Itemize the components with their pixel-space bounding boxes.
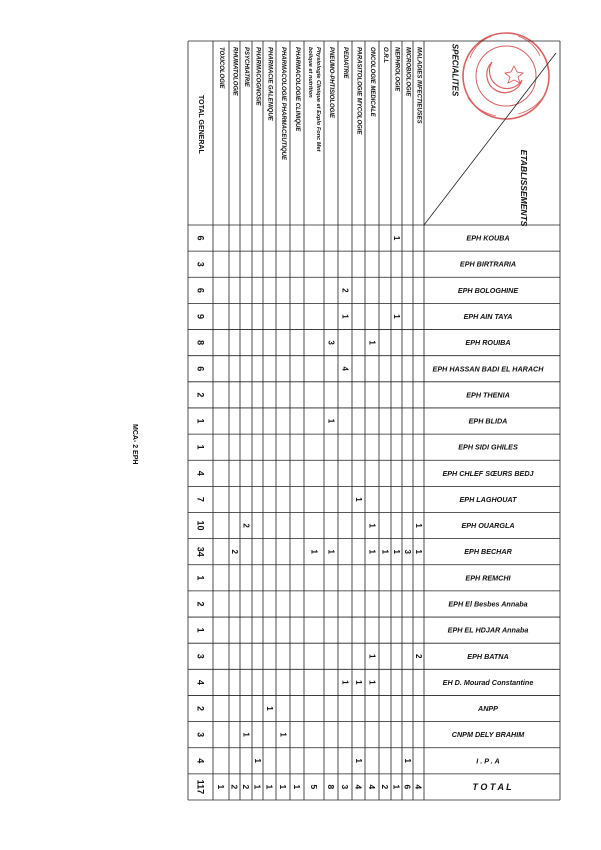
table-text (196, 44, 545, 794)
table-cell: 1 (367, 523, 377, 528)
specialty-label: ONCOLOGIE MEDICALE (369, 47, 375, 117)
table-cell: 1 (403, 758, 412, 764)
table-cell: 1 (354, 497, 363, 502)
specialty-label: bolique et nutrition (307, 47, 313, 98)
establishment-label: EPH CHLEF SŒURS BEDJ (442, 468, 534, 478)
header-diagonal (424, 53, 556, 225)
establishment-total: 2 (195, 392, 206, 398)
establishment-total: 34 (195, 546, 206, 557)
specialty-label: TOXICOLOGIE (218, 47, 224, 89)
establishment-total: 6 (195, 235, 206, 241)
establishment-total: 1 (195, 418, 206, 424)
establishment-label: EPH AIN TAYA (463, 311, 513, 321)
establishment-label: EPH BLIDA (468, 416, 508, 426)
establishment-label: EPH REMCHI (465, 573, 511, 583)
specialty-total: 2 (380, 784, 390, 790)
table-cell: 2 (414, 654, 423, 659)
table-cell: 1 (367, 549, 377, 554)
establishment-total: 4 (195, 679, 206, 685)
table-cell: 1 (414, 549, 423, 554)
establishment-label: I . P . A (476, 756, 500, 766)
establishment-total: 2 (195, 706, 206, 712)
establishment-total: 8 (195, 340, 206, 346)
establishment-label: EPH ROUIBA (465, 338, 511, 348)
establishment-label: EH D. Mourad Constantine (442, 677, 534, 687)
specialty-total: 4 (353, 784, 364, 790)
establishment-total: 1 (195, 627, 206, 633)
table-cell: 1 (367, 340, 377, 345)
total-row-label: T O T A L (472, 781, 512, 792)
establishment-label: EPH BIRTRARIA (459, 259, 517, 269)
specialty-total: 6 (402, 784, 413, 790)
establishment-total: 3 (195, 732, 206, 738)
table-cell: 1 (392, 235, 401, 241)
establishment-total: 2 (195, 601, 206, 607)
establishment-total: 4 (195, 758, 206, 764)
specialty-label: NEPHROLOGIE (393, 47, 400, 92)
specialty-total: 5 (309, 784, 319, 790)
establishment-label: EPH BECHAR (464, 547, 512, 557)
specialty-total: 4 (413, 784, 424, 790)
specialty-total: 3 (340, 784, 350, 790)
specialty-total: 2 (229, 784, 240, 790)
table-cell: 1 (265, 706, 274, 711)
specialty-total: 1 (252, 784, 263, 790)
table-cell: 1 (278, 732, 288, 737)
specialty-total: 1 (278, 784, 288, 790)
specialty-label: PHARMACIE GALENIQUE (266, 47, 273, 121)
specialty-total: 1 (391, 784, 402, 790)
table-cell: 1 (414, 523, 423, 528)
official-stamp (463, 33, 549, 119)
establishment-total: 3 (195, 653, 206, 659)
table-cell: 2 (340, 288, 350, 293)
specialty-label: MALADIES INFECTIEUSES (415, 47, 422, 124)
specialty-total: 8 (326, 784, 336, 790)
table-cell: 1 (380, 549, 390, 554)
page-caption: MCA- 2 EPH (131, 424, 138, 465)
specialty-total: 1 (292, 784, 302, 790)
specialty-label: MICROBIOLOGIE (404, 47, 411, 97)
specialty-total: 4 (367, 784, 377, 790)
establishment-label: CNPM DELY BRAHIM (451, 730, 525, 740)
specialty-total: 1 (264, 784, 275, 790)
table-cell: 1 (367, 680, 377, 685)
establishment-label: EPH THENIA (466, 390, 510, 400)
table-cell: 1 (340, 314, 350, 319)
establishment-label: ANPP (478, 704, 498, 714)
table-cell: 1 (326, 418, 336, 424)
table-cell: 1 (326, 549, 336, 554)
specialty-total: 2 (241, 784, 251, 790)
table-cell: 2 (230, 549, 239, 554)
table-cell: 1 (354, 758, 363, 764)
establishment-label: EPH BOLOGHINE (457, 285, 519, 295)
table-cell: 1 (392, 314, 401, 319)
establishment-label: EPH El Besbes Annaba (448, 599, 528, 609)
table-cell: 2 (241, 523, 251, 528)
establishment-label: EPH SIDI GHILES (458, 442, 518, 452)
establishment-label: EPH BATNA (467, 651, 509, 661)
table-cell: 1 (309, 549, 319, 554)
specialty-label: O.R.L (382, 47, 388, 63)
table-cell: 1 (392, 549, 401, 554)
establishment-total: 4 (195, 470, 206, 476)
establishment-label: EPH KOUBA (466, 233, 510, 243)
specialty-label: PHARMACOLOGIE PHARMACEUTIQUE (280, 47, 286, 161)
specialty-label: RHUMATOLOGIE (231, 47, 238, 96)
establishment-label: EPH OUARGLA (461, 521, 515, 531)
establishment-total: 3 (195, 261, 206, 267)
table-cell: 1 (253, 758, 262, 764)
establishment-label: EPH HASSAN BADI EL HARACH (432, 364, 544, 374)
establishment-total: 1 (195, 575, 206, 581)
specialty-label: PARASITOLOGIE MYCOLOGIE (355, 47, 362, 135)
grand-total: 117 (195, 779, 206, 795)
specialty-label: PNEUMO-PHTISIOLOGIE (328, 47, 334, 119)
establishment-total: 10 (195, 520, 206, 531)
table-cell: 4 (340, 366, 350, 371)
header-specialites: SPECIALITES (450, 43, 460, 97)
table-cell: 1 (367, 654, 377, 659)
establishment-total: 7 (195, 496, 206, 502)
establishment-total: 6 (195, 366, 206, 372)
establishment-label: EPH EL HDJAR Annaba (447, 625, 529, 635)
specialty-label: PEDIATRIE (342, 47, 348, 79)
specialty-label: PHARMACOLOGIE CLINIQUE (294, 47, 300, 132)
table-cell: 1 (354, 680, 363, 685)
specialty-label: PHARMACOGNOSIE (254, 47, 261, 106)
header-etablissements: ETABLISSEMENTS (519, 149, 529, 227)
establishment-total: 1 (195, 444, 206, 450)
establishment-total: 9 (195, 313, 206, 319)
specialty-label: Physiologie Clinique et Explo Fonc Met (315, 47, 321, 152)
table-cell: 3 (326, 340, 336, 345)
establishment-total: 6 (195, 287, 206, 293)
specialty-total: 1 (216, 784, 226, 790)
table-cell: 3 (403, 549, 412, 554)
total-general-label: TOTAL GENERAL (197, 95, 204, 154)
table-cell: 1 (340, 680, 350, 685)
establishment-label: EPH LAGHOUAT (459, 494, 517, 504)
table-cell: 1 (241, 732, 251, 737)
specialty-label: PSYCHIATRIE (243, 47, 249, 87)
